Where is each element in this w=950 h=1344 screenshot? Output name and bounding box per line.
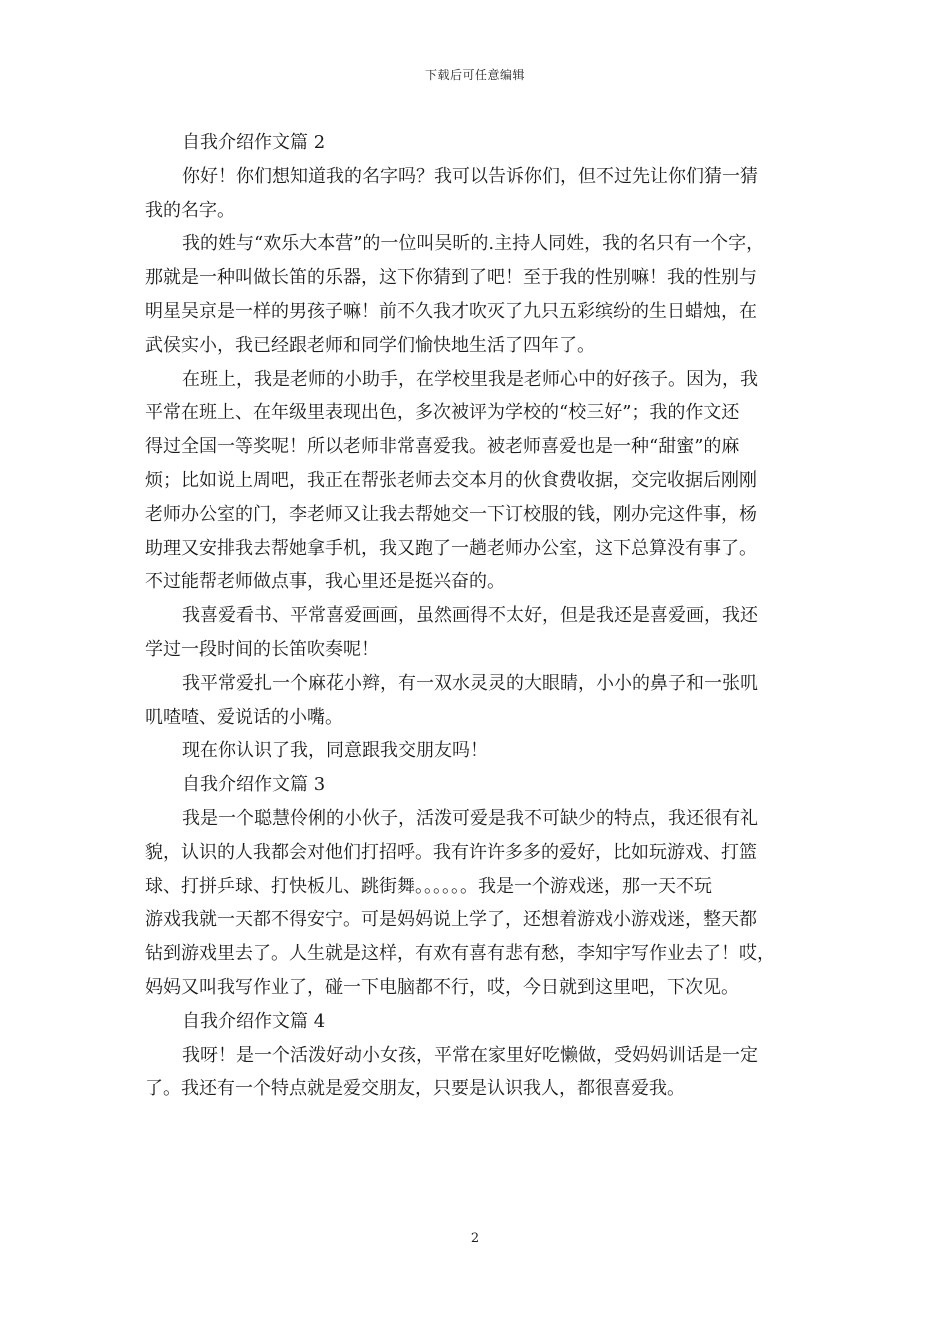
text-line: 平常在班上、在年级里表现出色，多次被评为学校的“校三好”；我的作文还 [145,402,740,424]
text-line: 现在你认识了我，同意跟我交朋友吗！ [182,740,488,762]
text-line: 了。我还有一个特点就是爱交朋友，只要是认识我人，都很喜爱我。 [145,1078,685,1100]
text-line: 球、打拼乒球、打快板儿、跳街舞。。。。。。我是一个游戏迷，那一天不玩 [145,875,712,897]
text-line: 你好！你们想知道我的名字吗？我可以告诉你们，但不过先让你们猜一猜 [182,165,758,187]
text-line: 学过一段时间的长笛吹奏呢！ [145,638,379,660]
text-line: 妈妈又叫我写作业了，碰一下电脑都不行，哎，今日就到这里吧，下次见。 [145,976,739,998]
text-line: 不过能帮老师做点事，我心里还是挺兴奋的。 [145,571,505,593]
text-line: 貌，认识的人我都会对他们打招呼。我有许许多多的爱好，比如玩游戏、打篮 [145,841,757,863]
article-body [145,126,805,1106]
page-number: 2 [470,1231,480,1246]
text-line: 自我介绍作文篇 2 [182,132,326,153]
text-line: 我的姓与“欢乐大本营”的一位叫吴昕的.主持人同姓，我的名只有一个字， [182,233,765,255]
text-line: 我平常爱扎一个麻花小辫，有一双水灵灵的大眼睛，小小的鼻子和一张叽 [182,672,758,694]
text-line: 游戏我就一天都不得安宁。可是妈妈说上学了，还想着游戏小游戏迷，整天都 [145,909,757,931]
text-line: 助理又安排我去帮她拿手机，我又跑了一趟老师办公室，这下总算没有事了。 [145,537,757,559]
text-line: 我喜爱看书、平常喜爱画画，虽然画得不太好，但是我还是喜爱画，我还 [182,605,758,627]
text-line: 老师办公室的门，李老师又让我去帮她交一下订校服的钱，刚办完这件事，杨 [145,503,757,525]
text-line: 我的名字。 [145,199,235,221]
text-line: 烦；比如说上周吧，我正在帮张老师去交本月的伙食费收据，交完收据后刚刚 [145,469,757,491]
text-line: 明星吴京是一样的男孩子嘛！前不久我才吹灭了九只五彩缤纷的生日蜡烛，在 [145,300,757,322]
text-line: 自我介绍作文篇 3 [182,774,326,796]
text-line: 叽喳喳、爱说话的小嘴。 [145,706,343,728]
text-line: 在班上，我是老师的小助手，在学校里我是老师心中的好孩子。因为，我 [182,368,758,390]
text-line: 那就是一种叫做长笛的乐器，这下你猜到了吧！至于我的性别嘛！我的性别与 [145,267,757,289]
page-header: 下载后可任意编辑 [424,68,525,82]
text-line: 得过全国一等奖呢！所以老师非常喜爱我。被老师喜爱也是一种“甜蜜”的麻 [145,436,740,458]
text-line: 钻到游戏里去了。人生就是这样，有欢有喜有悲有愁，李知宇写作业去了！哎， [145,943,775,965]
text-line: 我呀！是一个活泼好动小女孩，平常在家里好吃懒做，受妈妈训话是一定 [182,1044,758,1066]
text-line: 自我介绍作文篇 4 [182,1010,326,1032]
text-line: 我是一个聪慧伶俐的小伙子，活泼可爱是我不可缺少的特点，我还很有礼 [182,807,758,829]
text-line: 武侯实小，我已经跟老师和同学们愉快地生活了四年了。 [145,334,595,356]
